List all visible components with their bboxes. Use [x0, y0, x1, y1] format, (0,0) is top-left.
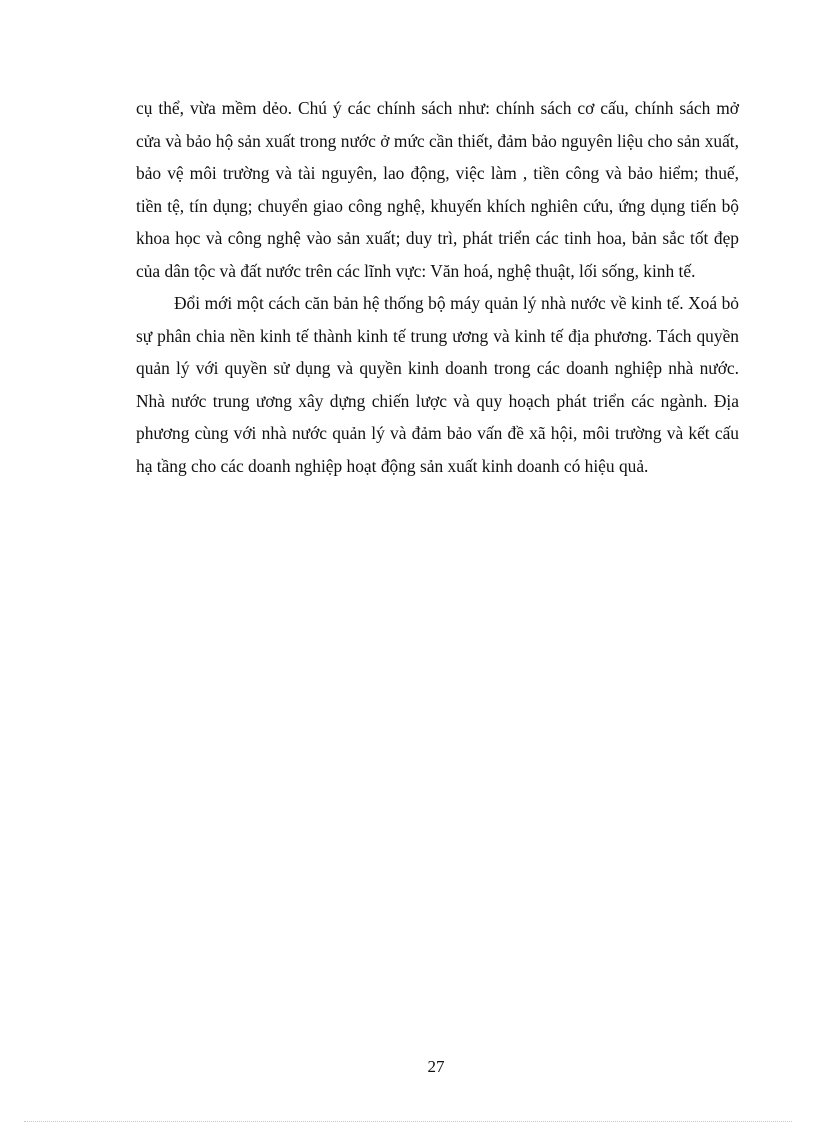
paragraph-continuation: cụ thể, vừa mềm dẻo. Chú ý các chính sách như: chính sách cơ cấu, chính sách mở cửa và bảo hộ sản xuất trong nước ở mức cần thiết, đảm bảo nguyên liệu cho sản xuất, bảo vệ môi trường và tài nguyên, lao động, việc làm , tiền công và bảo hiểm; thuế, tiền tệ, tín dụng; chuyển giao công nghệ, khuyến khích nghiên cứu, ứng dụng tiến bộ khoa học và công nghệ vào sản xuất; duy trì, phát triển các tinh hoa, bản sắc tốt đẹp của dân tộc và đất nước trên các lĩnh vực: Văn hoá, nghệ thuật, lối sống, kinh tế. [136, 98, 739, 281]
body-text [136, 92, 739, 482]
footer-dotted-rule [24, 1121, 792, 1122]
page-number: 27 [427, 1057, 445, 1076]
paragraph-state-management-reform: Đổi mới một cách căn bản hệ thống bộ máy quản lý nhà nước về kinh tế. Xoá bỏ sự phân chia nền kinh tế thành kinh tế trung ương và kinh tế địa phương. Tách quyền quản lý với quyền sử dụng và quyền kinh doanh trong các doanh nghiệp nhà nước. Nhà nước trung ương xây dựng chiến lược và quy hoạch phát triển các ngành. Địa phương cùng với nhà nước quản lý và đảm bảo vấn đề xã hội, môi trường và kết cấu hạ tầng cho các doanh nghiệp hoạt động sản xuất kinh doanh có hiệu quả. [136, 293, 739, 476]
